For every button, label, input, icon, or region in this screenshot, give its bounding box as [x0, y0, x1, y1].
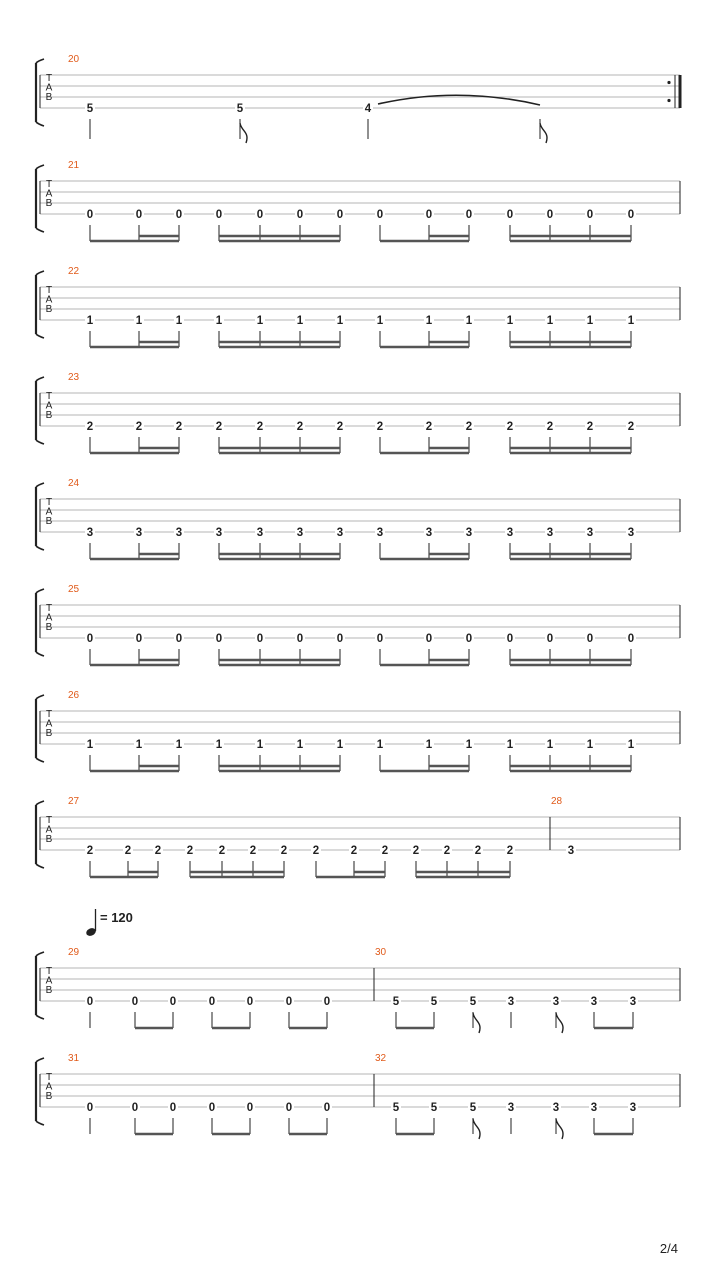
fret-number: 1 — [586, 739, 594, 751]
system-bracket-bottom-hook — [36, 546, 44, 550]
fret-number: 3 — [629, 1102, 637, 1114]
fret-number: 3 — [215, 527, 223, 539]
fret-number: 1 — [256, 739, 264, 751]
tab-system — [36, 478, 680, 559]
fret-number: 0 — [86, 996, 94, 1008]
system-bracket-bottom-hook — [36, 864, 44, 868]
fret-number: 2 — [546, 421, 554, 433]
fret-number: 2 — [296, 421, 304, 433]
fret-number: 0 — [246, 996, 254, 1008]
fret-number: 0 — [323, 996, 331, 1008]
fret-number: 0 — [169, 1102, 177, 1114]
system-bracket-bottom-hook — [36, 122, 44, 126]
system-bracket-bottom-hook — [36, 1121, 44, 1125]
fret-number: 2 — [381, 845, 389, 857]
systems-layer — [36, 54, 680, 1139]
system-bracket-bottom-hook — [36, 334, 44, 338]
tab-clef-letter: T — [45, 966, 53, 977]
fret-number: 1 — [425, 315, 433, 327]
tab-clef-letter: B — [45, 728, 53, 739]
fret-number: 2 — [175, 421, 183, 433]
measure-number: 21 — [68, 160, 80, 171]
fret-number: 0 — [296, 209, 304, 221]
measure — [68, 1053, 374, 1134]
fret-number: 1 — [506, 739, 514, 751]
tab-clef-letter: B — [45, 834, 53, 845]
fret-number: 0 — [465, 209, 473, 221]
fret-number: 0 — [131, 996, 139, 1008]
fret-number: 3 — [552, 1102, 560, 1114]
fret-number: 0 — [175, 209, 183, 221]
tab-clef-letter: B — [45, 410, 53, 421]
fret-number: 2 — [425, 421, 433, 433]
tab-clef-letter: T — [45, 179, 53, 190]
fret-number: 1 — [465, 739, 473, 751]
quarter-note-icon — [85, 909, 97, 937]
fret-number: 5 — [469, 996, 477, 1008]
system-bracket-top-hook — [36, 952, 44, 956]
fret-number: 2 — [443, 845, 451, 857]
measure — [551, 796, 680, 857]
fret-number: 1 — [296, 739, 304, 751]
fret-number: 3 — [465, 527, 473, 539]
fret-number: 1 — [376, 739, 384, 751]
fret-number: 5 — [392, 996, 400, 1008]
note-flag — [240, 123, 247, 143]
measure-number: 26 — [68, 690, 80, 701]
measure-number: 30 — [375, 947, 387, 958]
system-bracket-top-hook — [36, 59, 44, 63]
fret-number: 0 — [376, 633, 384, 645]
tab-clef-letter: A — [45, 824, 53, 836]
system-bracket-top-hook — [36, 801, 44, 805]
fret-number: 2 — [506, 845, 514, 857]
system-bracket-bottom-hook — [36, 758, 44, 762]
fret-number: 3 — [629, 996, 637, 1008]
tab-clef-letter: T — [45, 1072, 53, 1083]
fret-number: 1 — [86, 739, 94, 751]
system-bracket-bottom-hook — [36, 440, 44, 444]
fret-number: 2 — [135, 421, 143, 433]
fret-number: 0 — [627, 633, 635, 645]
measure-number: 27 — [68, 796, 80, 807]
fret-number: 3 — [376, 527, 384, 539]
fret-number: 1 — [336, 315, 344, 327]
fret-number: 0 — [256, 633, 264, 645]
fret-number: 0 — [215, 633, 223, 645]
system-bracket-bottom-hook — [36, 1015, 44, 1019]
fret-number: 3 — [590, 1102, 598, 1114]
tab-clef-letter: A — [45, 1081, 53, 1093]
system-bracket-bottom-hook — [36, 652, 44, 656]
measure — [68, 160, 680, 241]
tab-system — [36, 266, 680, 347]
fret-number: 2 — [86, 845, 94, 857]
fret-number: 2 — [280, 845, 288, 857]
fret-number: 0 — [246, 1102, 254, 1114]
fret-number: 2 — [312, 845, 320, 857]
fret-number: 0 — [215, 209, 223, 221]
fret-number: 3 — [552, 996, 560, 1008]
measure-number: 32 — [375, 1053, 387, 1064]
fret-number: 5 — [392, 1102, 400, 1114]
fret-number: 2 — [627, 421, 635, 433]
tab-system — [36, 160, 680, 241]
fret-number: 2 — [412, 845, 420, 857]
fret-number: 0 — [506, 209, 514, 221]
fret-number: 1 — [215, 739, 223, 751]
tab-system — [36, 947, 680, 1033]
fret-number: 1 — [546, 315, 554, 327]
fret-number: 1 — [135, 315, 143, 327]
fret-number: 1 — [586, 315, 594, 327]
fret-number: 2 — [215, 421, 223, 433]
fret-number: 2 — [350, 845, 358, 857]
tab-clef-letter: A — [45, 506, 53, 518]
fret-number: 2 — [256, 421, 264, 433]
fret-number: 0 — [627, 209, 635, 221]
fret-number: 0 — [296, 633, 304, 645]
fret-number: 1 — [175, 315, 183, 327]
fret-number: 1 — [135, 739, 143, 751]
tab-clef-letter: B — [45, 985, 53, 996]
fret-number: 0 — [175, 633, 183, 645]
fret-number: 0 — [135, 633, 143, 645]
measure-number: 31 — [68, 1053, 80, 1064]
system-bracket-top-hook — [36, 165, 44, 169]
fret-number: 1 — [506, 315, 514, 327]
tab-system — [36, 584, 680, 665]
tab-clef-letter: B — [45, 1091, 53, 1102]
fret-number: 3 — [336, 527, 344, 539]
fret-number: 1 — [627, 739, 635, 751]
fret-number: 1 — [86, 315, 94, 327]
fret-number: 2 — [86, 421, 94, 433]
fret-number: 2 — [186, 845, 194, 857]
tab-system — [36, 372, 680, 453]
measure — [68, 796, 550, 877]
fret-number: 3 — [507, 1102, 515, 1114]
fret-number: 5 — [430, 1102, 438, 1114]
fret-number: 0 — [336, 209, 344, 221]
tab-clef-letter: T — [45, 603, 53, 614]
measure-number: 22 — [68, 266, 80, 277]
measure — [68, 690, 680, 771]
measure-number: 29 — [68, 947, 80, 958]
fret-number: 1 — [256, 315, 264, 327]
fret-number: 4 — [364, 103, 372, 115]
tab-clef-letter: B — [45, 304, 53, 315]
fret-number: 3 — [546, 527, 554, 539]
fret-number: 0 — [546, 209, 554, 221]
measure — [68, 478, 680, 559]
tab-clef-letter: T — [45, 815, 53, 826]
fret-number: 3 — [586, 527, 594, 539]
measure-number: 28 — [551, 796, 563, 807]
fret-number: 2 — [376, 421, 384, 433]
fret-number: 0 — [425, 633, 433, 645]
tab-clef-letter: A — [45, 188, 53, 200]
fret-number: 3 — [507, 996, 515, 1008]
tempo-marking — [85, 909, 133, 937]
fret-number: 2 — [474, 845, 482, 857]
fret-number: 1 — [215, 315, 223, 327]
fret-number: 1 — [465, 315, 473, 327]
system-bracket-top-hook — [36, 377, 44, 381]
fret-number: 0 — [285, 1102, 293, 1114]
fret-number: 0 — [586, 209, 594, 221]
system-bracket-top-hook — [36, 483, 44, 487]
fret-number: 1 — [425, 739, 433, 751]
measure — [68, 947, 374, 1028]
fret-number: 2 — [465, 421, 473, 433]
tab-clef-letter: A — [45, 975, 53, 987]
tab-clef-letter: A — [45, 718, 53, 730]
tab-system — [36, 1053, 680, 1139]
measure — [68, 584, 680, 665]
tab-clef-letter: B — [45, 92, 53, 103]
fret-number: 2 — [154, 845, 162, 857]
fret-number: 2 — [218, 845, 226, 857]
fret-number: 3 — [135, 527, 143, 539]
fret-number: 3 — [296, 527, 304, 539]
measure — [68, 266, 680, 347]
fret-number: 3 — [86, 527, 94, 539]
note-flag — [540, 123, 547, 143]
tab-clef-letter: A — [45, 400, 53, 412]
tab-system — [36, 690, 680, 771]
fret-number: 2 — [249, 845, 257, 857]
fret-number: 0 — [323, 1102, 331, 1114]
fret-number: 0 — [131, 1102, 139, 1114]
tab-system — [36, 54, 680, 143]
measure-number: 25 — [68, 584, 80, 595]
fret-number: 3 — [175, 527, 183, 539]
system-bracket-top-hook — [36, 589, 44, 593]
note-flag — [556, 1119, 563, 1139]
system-bracket-bottom-hook — [36, 228, 44, 232]
fret-number: 0 — [135, 209, 143, 221]
measure — [68, 372, 680, 453]
fret-number: 2 — [336, 421, 344, 433]
note-flag — [556, 1013, 563, 1033]
fret-number: 1 — [336, 739, 344, 751]
fret-number: 0 — [546, 633, 554, 645]
fret-number: 1 — [175, 739, 183, 751]
fret-number: 2 — [586, 421, 594, 433]
measure — [68, 54, 680, 143]
fret-number: 5 — [469, 1102, 477, 1114]
fret-number: 5 — [236, 103, 244, 115]
tab-clef-letter: A — [45, 612, 53, 624]
fret-number: 0 — [336, 633, 344, 645]
fret-number: 2 — [506, 421, 514, 433]
tab-clef-letter: A — [45, 294, 53, 306]
measure-number: 20 — [68, 54, 80, 65]
fret-number: 0 — [86, 1102, 94, 1114]
system-bracket-top-hook — [36, 1058, 44, 1062]
fret-number: 1 — [546, 739, 554, 751]
fret-number: 1 — [627, 315, 635, 327]
fret-number: 3 — [590, 996, 598, 1008]
fret-number: 0 — [169, 996, 177, 1008]
fret-number: 1 — [296, 315, 304, 327]
tab-clef-letter: A — [45, 82, 53, 94]
tab-clef-letter: B — [45, 198, 53, 209]
fret-number: 3 — [256, 527, 264, 539]
fret-number: 0 — [586, 633, 594, 645]
page-number: 2/4 — [659, 1241, 678, 1256]
fret-number: 1 — [376, 315, 384, 327]
system-bracket-top-hook — [36, 695, 44, 699]
fret-number: 0 — [86, 209, 94, 221]
fret-number: 0 — [425, 209, 433, 221]
fret-number: 3 — [567, 845, 575, 857]
repeat-dot — [667, 99, 670, 102]
fret-number: 0 — [86, 633, 94, 645]
tab-system — [36, 796, 680, 877]
fret-number: 2 — [124, 845, 132, 857]
fret-number: 3 — [425, 527, 433, 539]
fret-number: 0 — [376, 209, 384, 221]
tab-clef-letter: B — [45, 516, 53, 527]
fret-number: 0 — [256, 209, 264, 221]
fret-number: 5 — [86, 103, 94, 115]
fret-number: 0 — [208, 1102, 216, 1114]
fret-number: 3 — [506, 527, 514, 539]
tab-clef-letter: B — [45, 622, 53, 633]
fret-number: 0 — [465, 633, 473, 645]
fret-number: 3 — [627, 527, 635, 539]
fret-number: 0 — [285, 996, 293, 1008]
fret-number: 5 — [430, 996, 438, 1008]
tab-clef-letter: T — [45, 497, 53, 508]
fret-number: 0 — [208, 996, 216, 1008]
measure-number: 23 — [68, 372, 80, 383]
fret-number: 0 — [506, 633, 514, 645]
measure-number: 24 — [68, 478, 80, 489]
note-flag — [473, 1013, 480, 1033]
tempo-value: = 120 — [100, 910, 133, 925]
tab-clef-letter: T — [45, 73, 53, 84]
tab-clef-letter: T — [45, 391, 53, 402]
tab-clef-letter: T — [45, 709, 53, 720]
tab-clef-letter: T — [45, 285, 53, 296]
note-flag — [473, 1119, 480, 1139]
system-bracket-top-hook — [36, 271, 44, 275]
repeat-dot — [667, 81, 670, 84]
